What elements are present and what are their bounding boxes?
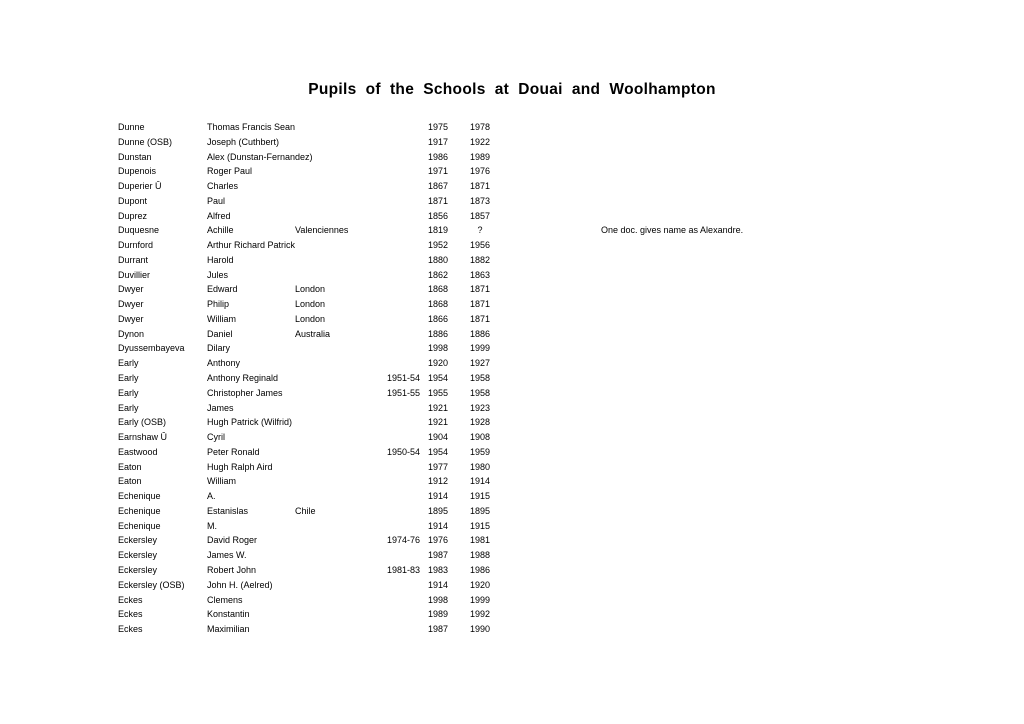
cell-surname: Dwyer — [118, 313, 144, 324]
cell-surname: Dupenois — [118, 166, 157, 177]
cell-from: 1862 — [427, 269, 449, 280]
cell-to: 1871 — [469, 181, 491, 192]
cell-from: 1976 — [427, 535, 449, 546]
cell-to: 1882 — [469, 254, 491, 265]
cell-forename: Alex (Dunstan-Fernandez) — [207, 151, 313, 162]
cell-to: 1922 — [469, 136, 491, 147]
cell-surname: Dunne — [118, 122, 145, 132]
cell-place: London — [295, 313, 326, 324]
table-row — [118, 548, 998, 563]
cell-to: 1976 — [469, 166, 491, 177]
cell-to: 1895 — [469, 505, 491, 516]
cell-surname: Echenique — [118, 505, 161, 516]
cell-to: 1958 — [469, 373, 491, 384]
table-row — [118, 460, 998, 475]
cell-range: 1981-83 — [386, 564, 420, 575]
cell-to: 1956 — [469, 240, 491, 251]
page-title: Pupils of the Schools at Douai and Woolhampton — [308, 81, 716, 98]
cell-surname: Eastwood — [118, 446, 158, 457]
cell-forename: Arthur Richard Patrick — [207, 240, 296, 251]
cell-to: 1923 — [469, 402, 491, 413]
cell-from: 1971 — [427, 166, 449, 177]
cell-forename: Philip — [207, 299, 230, 310]
cell-range: 1950-54 — [386, 446, 420, 457]
cell-to: 1871 — [469, 284, 491, 295]
cell-from: 1912 — [427, 476, 449, 487]
cell-from: 1914 — [427, 579, 449, 590]
cell-surname: Dupont — [118, 195, 148, 206]
cell-to: 1981 — [469, 535, 491, 546]
table-row — [118, 135, 998, 150]
cell-from: 1921 — [427, 417, 449, 428]
cell-surname: Dwyer — [118, 284, 144, 295]
cell-forename: Charles — [207, 181, 239, 192]
cell-forename: Achille — [207, 225, 234, 236]
table-row — [118, 341, 998, 356]
cell-surname: Echenique — [118, 520, 161, 531]
table-row — [118, 607, 998, 622]
table-row — [118, 120, 998, 135]
cell-surname: Echenique — [118, 491, 161, 502]
cell-surname: Durnford — [118, 240, 154, 251]
cell-surname: Early — [118, 387, 139, 398]
table-row — [118, 533, 998, 548]
table-row — [118, 209, 998, 224]
cell-from: 1867 — [427, 181, 449, 192]
table-row — [118, 593, 998, 608]
cell-from: 1998 — [427, 594, 449, 605]
table-row — [118, 194, 998, 209]
cell-surname: Eckersley — [118, 564, 158, 575]
table-row — [118, 578, 998, 593]
table-row — [118, 238, 998, 253]
cell-surname: Eckes — [118, 609, 143, 620]
table-row — [118, 327, 998, 342]
table-row — [118, 622, 998, 637]
cell-from: 1921 — [427, 402, 449, 413]
cell-from: 1914 — [427, 520, 449, 531]
cell-to: 1871 — [469, 313, 491, 324]
cell-place: Chile — [295, 505, 316, 516]
cell-to: 1959 — [469, 446, 491, 457]
cell-forename: James — [207, 402, 234, 413]
cell-forename: Hugh Ralph Aird — [207, 461, 273, 472]
table-row — [118, 386, 998, 401]
table-row — [118, 504, 998, 519]
table-row — [118, 474, 998, 489]
cell-from: 1987 — [427, 624, 449, 635]
table-row — [118, 223, 998, 238]
cell-forename: Edward — [207, 284, 238, 295]
cell-surname: Early (OSB) — [118, 417, 167, 428]
cell-surname: Eaton — [118, 476, 142, 487]
table-row — [118, 282, 998, 297]
cell-forename: Cyril — [207, 432, 225, 443]
pupils-table — [118, 120, 998, 637]
table-row — [118, 519, 998, 534]
cell-forename: Konstantin — [207, 609, 250, 620]
cell-range: 1951-55 — [386, 387, 420, 398]
cell-surname: Duquesne — [118, 225, 160, 236]
cell-from: 1886 — [427, 328, 449, 339]
cell-to: 1999 — [469, 343, 491, 354]
cell-forename: Jules — [207, 269, 229, 280]
cell-from: 1920 — [427, 358, 449, 369]
cell-from: 1977 — [427, 461, 449, 472]
cell-surname: Eckes — [118, 594, 143, 605]
cell-forename: Joseph (Cuthbert) — [207, 136, 280, 147]
cell-from: 1954 — [427, 373, 449, 384]
table-row — [118, 164, 998, 179]
cell-to: 1989 — [469, 151, 491, 162]
cell-to: 1920 — [469, 579, 491, 590]
cell-to: 1980 — [469, 461, 491, 472]
cell-note: One doc. gives name as Alexandre. — [601, 225, 744, 236]
cell-surname: Duperier Ū — [118, 181, 162, 192]
cell-to: 1908 — [469, 432, 491, 443]
cell-surname: Early — [118, 373, 139, 384]
cell-to: 1928 — [469, 417, 491, 428]
cell-from: 1998 — [427, 343, 449, 354]
cell-place: London — [295, 299, 326, 310]
cell-surname: Eckersley — [118, 535, 158, 546]
cell-from: 1917 — [427, 136, 449, 147]
cell-from: 1871 — [427, 195, 449, 206]
cell-surname: Dynon — [118, 328, 145, 339]
cell-to: 1986 — [469, 564, 491, 575]
cell-place: Australia — [295, 328, 331, 339]
cell-to: 1958 — [469, 387, 491, 398]
cell-from: 1983 — [427, 564, 449, 575]
cell-forename: Clemens — [207, 594, 243, 605]
cell-to: 1857 — [469, 210, 491, 221]
cell-to: 1927 — [469, 358, 491, 369]
table-row — [118, 401, 998, 416]
cell-surname: Dunstan — [118, 151, 152, 162]
cell-surname: Early — [118, 402, 139, 413]
cell-forename: Hugh Patrick (Wilfrid) — [207, 417, 293, 428]
cell-range: 1951-54 — [386, 373, 420, 384]
cell-forename: James W. — [207, 550, 247, 561]
cell-to: 1915 — [469, 491, 491, 502]
cell-from: 1819 — [427, 225, 449, 236]
cell-from: 1868 — [427, 284, 449, 295]
cell-to: ? — [477, 225, 483, 236]
cell-to: 1863 — [469, 269, 491, 280]
cell-surname: Dyussembayeva — [118, 343, 185, 354]
cell-to: 1914 — [469, 476, 491, 487]
cell-to: 1886 — [469, 328, 491, 339]
cell-from: 1880 — [427, 254, 449, 265]
table-row — [118, 312, 998, 327]
cell-forename: William — [207, 313, 236, 324]
table-row — [118, 415, 998, 430]
cell-from: 1856 — [427, 210, 449, 221]
cell-surname: Duvillier — [118, 269, 151, 280]
cell-forename: A. — [207, 491, 216, 502]
table-row — [118, 268, 998, 283]
cell-forename: Anthony — [207, 358, 241, 369]
table-row — [118, 371, 998, 386]
table-row — [118, 430, 998, 445]
cell-from: 1914 — [427, 491, 449, 502]
cell-from: 1975 — [427, 122, 449, 132]
cell-forename: Roger Paul — [207, 166, 253, 177]
cell-forename: Dilary — [207, 343, 231, 354]
cell-from: 1952 — [427, 240, 449, 251]
cell-forename: Daniel — [207, 328, 233, 339]
table-row — [118, 179, 998, 194]
table-row — [118, 489, 998, 504]
cell-forename: Robert John — [207, 564, 257, 575]
table-row — [118, 356, 998, 371]
cell-forename: Christopher James — [207, 387, 283, 398]
cell-surname: Early — [118, 358, 139, 369]
cell-from: 1955 — [427, 387, 449, 398]
cell-to: 1990 — [469, 624, 491, 635]
table-row — [118, 563, 998, 578]
cell-forename: William — [207, 476, 236, 487]
cell-forename: Paul — [207, 195, 226, 206]
cell-from: 1987 — [427, 550, 449, 561]
table-row — [118, 297, 998, 312]
cell-forename: David Roger — [207, 535, 258, 546]
cell-from: 1866 — [427, 313, 449, 324]
cell-forename: John H. (Aelred) — [207, 579, 273, 590]
cell-surname: Dwyer — [118, 299, 144, 310]
cell-from: 1989 — [427, 609, 449, 620]
cell-forename: Estanislas — [207, 505, 249, 516]
table-row — [118, 150, 998, 165]
cell-range: 1974-76 — [386, 535, 420, 546]
table-row — [118, 445, 998, 460]
cell-place: Valenciennes — [295, 225, 349, 236]
cell-to: 1915 — [469, 520, 491, 531]
cell-surname: Eckersley — [118, 550, 158, 561]
cell-from: 1895 — [427, 505, 449, 516]
cell-surname: Durrant — [118, 254, 149, 265]
cell-surname: Eckes — [118, 624, 143, 635]
cell-to: 1992 — [469, 609, 491, 620]
cell-forename: Anthony Reginald — [207, 373, 279, 384]
cell-from: 1904 — [427, 432, 449, 443]
cell-to: 1978 — [469, 122, 491, 132]
cell-surname: Eaton — [118, 461, 142, 472]
cell-forename: Thomas Francis Sean — [207, 122, 296, 132]
cell-forename: M. — [207, 520, 217, 531]
cell-place: London — [295, 284, 326, 295]
cell-surname: Dunne (OSB) — [118, 136, 173, 147]
cell-forename: Maximilian — [207, 624, 250, 635]
cell-forename: Harold — [207, 254, 234, 265]
cell-to: 1999 — [469, 594, 491, 605]
cell-forename: Peter Ronald — [207, 446, 260, 457]
cell-from: 1986 — [427, 151, 449, 162]
cell-surname: Duprez — [118, 210, 148, 221]
cell-to: 1871 — [469, 299, 491, 310]
table-row — [118, 253, 998, 268]
cell-to: 1873 — [469, 195, 491, 206]
cell-to: 1988 — [469, 550, 491, 561]
cell-from: 1868 — [427, 299, 449, 310]
cell-surname: Earnshaw Ū — [118, 432, 168, 443]
cell-from: 1954 — [427, 446, 449, 457]
cell-surname: Eckersley (OSB) — [118, 579, 185, 590]
cell-forename: Alfred — [207, 210, 231, 221]
